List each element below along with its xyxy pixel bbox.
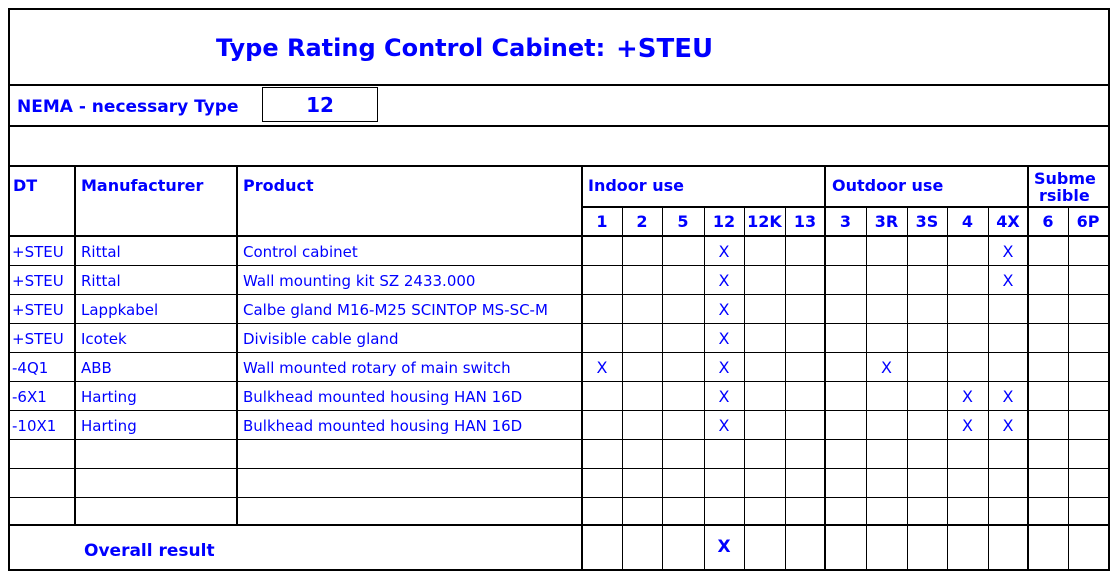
cell-manufacturer: Rittal	[81, 272, 121, 290]
row-line	[8, 497, 1110, 498]
rating-mark-12: X	[718, 358, 730, 377]
cell-manufacturer: Icotek	[81, 330, 127, 348]
row-line	[8, 468, 1110, 469]
rating-mark-12: X	[718, 271, 730, 290]
type-header-3r: 3R	[874, 212, 899, 231]
frame-left	[8, 8, 10, 571]
rating-mark-12: X	[718, 387, 730, 406]
cell-dt: +STEU	[12, 301, 64, 319]
type-header-6: 6	[1042, 212, 1054, 231]
rating-mark-12: X	[718, 416, 730, 435]
title-separator	[8, 84, 1110, 86]
row-line	[8, 381, 1110, 382]
overall-separator	[8, 524, 1110, 526]
col-line-indoor	[824, 165, 826, 571]
rating-mark-12: X	[718, 242, 730, 261]
cell-dt: +STEU	[12, 330, 64, 348]
overall-result-label: Overall result	[84, 541, 215, 561]
cell-manufacturer: Harting	[81, 417, 137, 435]
row-line	[8, 439, 1110, 440]
type-header-4: 4	[961, 212, 974, 231]
cell-product: Divisible cable gland	[243, 330, 399, 348]
type-header-1: 1	[596, 212, 608, 231]
type-col-line	[988, 206, 989, 571]
body-separator	[8, 235, 1110, 237]
nema-separator	[8, 125, 1110, 127]
rating-mark-4x: X	[1002, 387, 1014, 406]
frame-right	[1108, 8, 1110, 571]
rating-mark-4x: X	[1002, 271, 1014, 290]
cell-dt: -10X1	[12, 417, 57, 435]
cell-product: Bulkhead mounted housing HAN 16D	[243, 417, 523, 435]
cell-manufacturer: Rittal	[81, 243, 121, 261]
nema-type-value: 12	[306, 92, 334, 117]
cell-product: Calbe gland M16-M25 SCINTOP MS-SC-M	[243, 301, 548, 319]
header-separator	[8, 165, 1110, 167]
col-line-manufacturer	[236, 165, 238, 526]
row-line	[8, 352, 1110, 353]
type-col-line	[1068, 206, 1069, 571]
type-rating-form	[8, 8, 1109, 570]
rating-mark-12: X	[718, 300, 730, 319]
type-col-line	[866, 206, 867, 571]
rating-mark-1: X	[596, 358, 608, 377]
cell-manufacturer: Lappkabel	[81, 301, 159, 319]
rating-mark-4x: X	[1002, 416, 1014, 435]
cell-dt: +STEU	[12, 243, 64, 261]
header-submersible-line1: Subme	[1034, 169, 1096, 188]
col-line-outdoor	[1027, 165, 1029, 571]
cell-manufacturer: ABB	[81, 359, 112, 377]
rating-mark-12: X	[718, 329, 730, 348]
frame-bottom	[8, 569, 1110, 571]
type-header-2: 2	[636, 212, 648, 231]
type-header-3s: 3S	[915, 212, 939, 231]
rating-mark-3r: X	[881, 358, 892, 377]
cell-dt: +STEU	[12, 272, 64, 290]
rating-mark-4: X	[962, 387, 973, 406]
type-col-line	[622, 206, 623, 571]
type-header-13: 13	[793, 212, 817, 231]
cell-product: Control cabinet	[243, 243, 358, 261]
row-line	[8, 294, 1110, 295]
header-manufacturer: Manufacturer	[81, 176, 204, 195]
page-title: Type Rating Control Cabinet:	[216, 34, 606, 62]
header-indoor-use: Indoor use	[588, 176, 685, 195]
header-product: Product	[243, 176, 314, 195]
header-outdoor-use: Outdoor use	[832, 176, 944, 195]
type-col-line	[907, 206, 908, 571]
cell-product: Bulkhead mounted housing HAN 16D	[243, 388, 523, 406]
type-header-12: 12	[712, 212, 736, 231]
cell-dt: -6X1	[12, 388, 47, 406]
type-header-5: 5	[677, 212, 689, 231]
type-col-line	[662, 206, 663, 571]
type-header-3: 3	[839, 212, 852, 231]
cell-product: Wall mounting kit SZ 2433.000	[243, 272, 476, 290]
rating-mark-4: X	[962, 416, 973, 435]
cell-product: Wall mounted rotary of main switch	[243, 359, 511, 377]
type-col-line	[704, 206, 705, 571]
type-header-6p: 6P	[1076, 212, 1100, 231]
rating-mark-4x: X	[1002, 242, 1014, 261]
nema-label: NEMA - necessary Type	[17, 97, 239, 117]
cell-manufacturer: Harting	[81, 388, 137, 406]
row-line	[8, 410, 1110, 411]
nema-type-field[interactable]	[262, 87, 378, 122]
cell-dt: -4Q1	[12, 359, 49, 377]
header-submersible-line2: rsible	[1039, 186, 1090, 205]
type-header-12k: 12K	[747, 212, 782, 231]
type-col-line	[744, 206, 745, 571]
type-col-line	[947, 206, 948, 571]
type-col-line	[785, 206, 786, 571]
cabinet-id: +STEU	[616, 34, 714, 64]
frame-top	[8, 8, 1110, 10]
row-line	[8, 323, 1110, 324]
row-line	[8, 265, 1110, 266]
col-line-dt	[74, 165, 76, 526]
type-header-4x: 4X	[996, 212, 1020, 231]
overall-mark-12: X	[717, 537, 731, 557]
col-line-product	[581, 165, 583, 571]
header-dt: DT	[13, 176, 38, 195]
